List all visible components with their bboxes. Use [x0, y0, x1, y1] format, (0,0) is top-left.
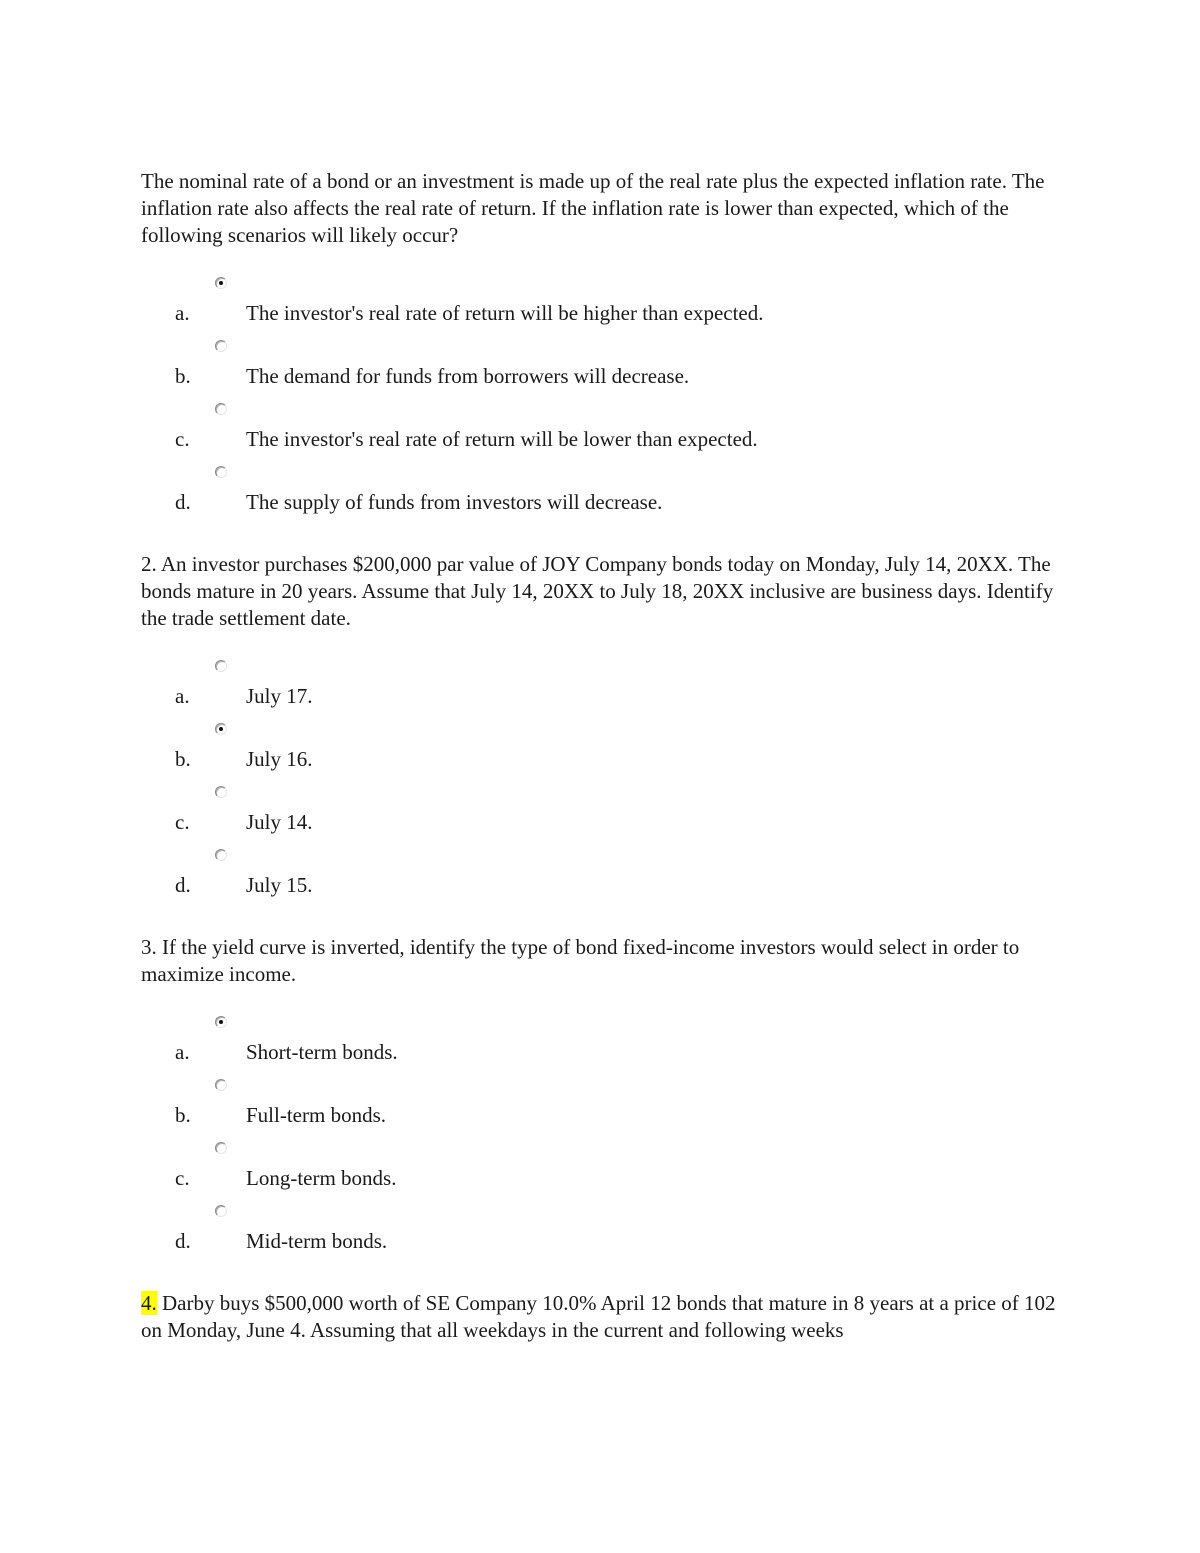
question-4-body: Darby buys $500,000 worth of SE Company 10.0% April 12 bonds that mature in 8 years at a price of 102 on Monday, June 4. Assuming that all weekdays in the current and following weeks	[141, 1291, 1056, 1342]
radio-button[interactable]	[215, 849, 227, 861]
question-2-text	[141, 551, 1061, 632]
question-3-options	[141, 1016, 1061, 1268]
option-label: The supply of funds from investors will decrease.	[246, 490, 663, 514]
option-2d	[141, 849, 1061, 912]
radio-button[interactable]	[215, 660, 227, 672]
question-1-text	[141, 168, 1061, 249]
question-3-body: If the yield curve is inverted, identify the type of bond fixed-income investors would select in order to maximize income.	[141, 935, 1020, 986]
option-2c	[141, 786, 1061, 849]
question-4-text	[141, 1290, 1061, 1344]
option-letter: d.	[175, 490, 191, 514]
option-label: July 17.	[246, 684, 313, 708]
radio-button[interactable]	[215, 723, 227, 735]
question-1-body: The nominal rate of a bond or an investment is made up of the real rate plus the expected inflation rate. The inflation rate also affects the real rate of return. If the inflation rate is lower than expected, which of the following scenarios will likely occur?	[141, 169, 1045, 247]
question-3-text	[141, 934, 1061, 988]
option-2b	[141, 723, 1061, 786]
option-letter: b.	[175, 1103, 191, 1127]
option-label: Mid-term bonds.	[246, 1229, 388, 1253]
question-2-body: An investor purchases $200,000 par value of JOY Company bonds today on Monday, July 14, 20XX. The bonds mature in 20 years. Assume that July 14, 20XX to July 18, 20XX inclusive are business days. Identify the trade settlement date.	[141, 552, 1054, 630]
option-letter: a.	[175, 301, 190, 325]
option-1d	[141, 466, 1061, 529]
radio-button[interactable]	[215, 340, 227, 352]
option-label: July 14.	[246, 810, 313, 834]
option-letter: a.	[175, 1040, 190, 1064]
question-2-number: 2.	[141, 552, 157, 576]
option-label: The investor's real rate of return will be higher than expected.	[246, 301, 764, 325]
option-label: Short-term bonds.	[246, 1040, 398, 1064]
option-3c	[141, 1142, 1061, 1205]
radio-button[interactable]	[215, 786, 227, 798]
option-3d	[141, 1205, 1061, 1268]
option-letter: d.	[175, 873, 191, 897]
option-letter: c.	[175, 427, 190, 451]
radio-button[interactable]	[215, 1079, 227, 1091]
option-label: July 15.	[246, 873, 313, 897]
option-3b	[141, 1079, 1061, 1142]
option-label: Long-term bonds.	[246, 1166, 397, 1190]
question-3-number: 3.	[141, 935, 157, 959]
radio-button[interactable]	[215, 403, 227, 415]
option-1b	[141, 340, 1061, 403]
option-letter: c.	[175, 1166, 190, 1190]
question-1-options	[141, 277, 1061, 529]
option-label: July 16.	[246, 747, 313, 771]
option-letter: b.	[175, 747, 191, 771]
radio-button[interactable]	[215, 1205, 227, 1217]
option-letter: c.	[175, 810, 190, 834]
option-2a	[141, 660, 1061, 723]
option-3a	[141, 1016, 1061, 1079]
question-2-options	[141, 660, 1061, 912]
document-page	[141, 168, 1061, 1344]
option-1a	[141, 277, 1061, 340]
option-1c	[141, 403, 1061, 466]
question-4-number-highlighted: 4.	[141, 1291, 157, 1315]
option-letter: d.	[175, 1229, 191, 1253]
option-letter: b.	[175, 364, 191, 388]
radio-button[interactable]	[215, 1142, 227, 1154]
option-label: The investor's real rate of return will be lower than expected.	[246, 427, 758, 451]
option-letter: a.	[175, 684, 190, 708]
radio-button[interactable]	[215, 466, 227, 478]
radio-button[interactable]	[215, 1016, 227, 1028]
option-label: The demand for funds from borrowers will decrease.	[246, 364, 690, 388]
radio-button[interactable]	[215, 277, 227, 289]
option-label: Full-term bonds.	[246, 1103, 386, 1127]
